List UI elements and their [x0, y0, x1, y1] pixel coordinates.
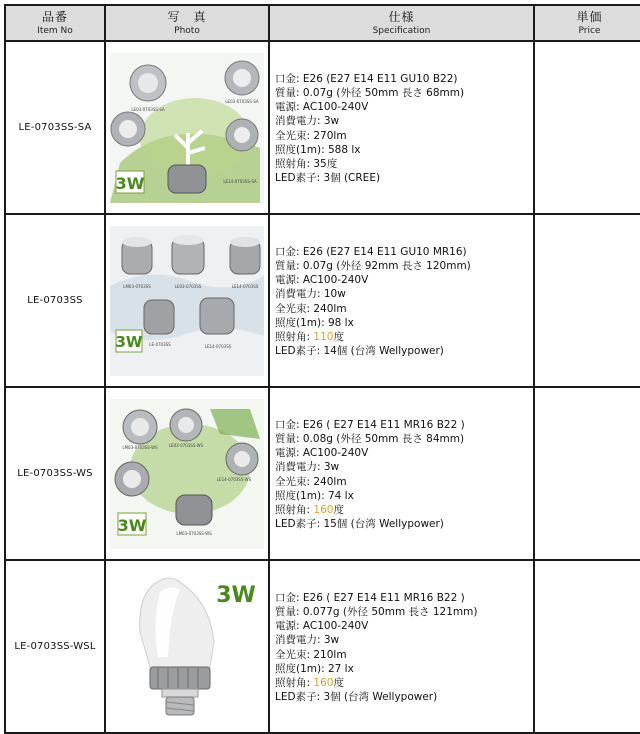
led-bulbs-image	[110, 53, 264, 203]
spec-line: 質量: 0.077g (外径 50mm 長さ 121mm)	[275, 605, 478, 618]
spec-line: 消費電力: 3w	[275, 461, 340, 474]
spec-line: LED素子: 3個 (CREE)	[275, 172, 381, 185]
photo-caption: LE-0703SS	[149, 341, 171, 347]
spec-line: 消費電力: 3w	[275, 115, 340, 128]
spec-line: 消費電力: 10w	[275, 288, 346, 301]
spec-line: 質量: 0.07g (外径 50mm 長さ 68mm)	[275, 86, 465, 99]
led-bulbs-image	[110, 226, 264, 376]
price-cell	[534, 41, 640, 214]
photo-caption: LE14-0703SS	[204, 343, 232, 349]
spec-line: 照度(1m): 588 lx	[275, 143, 361, 156]
photo-caption: LE03-0703SS-WS	[168, 442, 204, 448]
spec-line: 全光束: 240lm	[275, 302, 347, 315]
header-price	[534, 5, 640, 41]
table-row	[5, 214, 640, 387]
header-label: 品番	[41, 9, 68, 24]
spec-line: 消費電力: 3w	[275, 634, 340, 647]
spec-line: 照射角: 160度	[275, 503, 344, 516]
spec-line: 口金: E26 (E27 E14 E11 GU10 B22)	[275, 72, 458, 85]
spec-line: 照度(1m): 98 lx	[275, 316, 354, 329]
beam-angle-value: 160	[313, 503, 334, 516]
item-number: LE-0703SS-WSL	[5, 560, 105, 733]
header-sublabel: Price	[578, 25, 601, 36]
beam-angle-value: 160	[313, 676, 334, 689]
header-label: 写 真	[167, 9, 207, 24]
photo-caption: LM03-0703SS	[123, 283, 151, 289]
photo-caption: LM03-0703SS-WS	[176, 530, 212, 536]
table-row	[5, 41, 640, 214]
item-number: LE-0703SS-SA	[5, 41, 105, 214]
photo-caption: LE03-0703SS	[174, 283, 202, 289]
specification-cell	[269, 214, 534, 387]
product-photo	[105, 41, 269, 214]
led-bulbs-image	[110, 399, 264, 549]
header-label: 仕様	[388, 9, 415, 24]
spec-line: 口金: E26 ( E27 E14 E11 MR16 B22 )	[275, 591, 465, 604]
spec-line: 照度(1m): 27 lx	[275, 662, 354, 675]
spec-line: 質量: 0.08g (外径 50mm 長さ 84mm)	[275, 432, 465, 445]
photo-caption: LE14-0703SS	[231, 283, 259, 289]
header-label: 単価	[576, 9, 603, 24]
spec-line: 全光束: 210lm	[275, 648, 347, 661]
spec-line: 全光束: 240lm	[275, 475, 347, 488]
spec-line: 口金: E26 ( E27 E14 E11 MR16 B22 )	[275, 418, 465, 431]
price-cell	[534, 560, 640, 733]
specification-cell	[269, 560, 534, 733]
price-cell	[534, 387, 640, 560]
spec-line: LED素子: 15個 (台湾 Wellypower)	[275, 518, 444, 531]
beam-angle-value: 110	[313, 330, 334, 343]
header-specification	[269, 5, 534, 41]
specification-cell	[269, 41, 534, 214]
header-photo	[105, 5, 269, 41]
header-item-no	[5, 5, 105, 41]
spec-line: 照度(1m): 74 lx	[275, 489, 354, 502]
photo-caption: LM03-0703SS-WS	[122, 444, 158, 450]
photo-caption: LE03-0703SS-SA	[131, 106, 165, 112]
spec-line: 全光束: 270lm	[275, 129, 347, 142]
product-photo	[105, 387, 269, 560]
spec-line: 照射角: 160度	[275, 676, 344, 689]
spec-line: 質量: 0.07g (外径 92mm 長さ 120mm)	[275, 259, 471, 272]
product-table	[4, 4, 640, 734]
spec-line: 口金: E26 (E27 E14 E11 GU10 MR16)	[275, 245, 467, 258]
wattage-badge: 3W	[216, 582, 256, 608]
spec-line: 電源: AC100-240V	[275, 447, 369, 460]
candle-bulb-image	[110, 572, 264, 722]
photo-caption: LE03-0703SS-SA	[225, 98, 259, 104]
price-cell	[534, 214, 640, 387]
product-photo	[105, 560, 269, 733]
item-number: LE-0703SS	[5, 214, 105, 387]
spec-line: LED素子: 14個 (台湾 Wellypower)	[275, 345, 444, 358]
wattage-badge: 3W	[115, 332, 143, 351]
photo-caption: LE14-0703SS-SA	[223, 178, 257, 184]
spec-line: 電源: AC100-240V	[275, 620, 369, 633]
header-row	[5, 5, 640, 41]
header-sublabel: Specification	[372, 25, 431, 36]
header-sublabel: Photo	[174, 25, 200, 36]
spec-line: 照射角: 35度	[275, 157, 338, 170]
photo-caption: LE14-0703SS-WS	[216, 476, 252, 482]
wattage-badge: 3W	[115, 173, 145, 193]
wattage-badge: 3W	[117, 515, 147, 535]
spec-line: LED素子: 3個 (台湾 Wellypower)	[275, 691, 438, 704]
specification-cell	[269, 387, 534, 560]
item-number: LE-0703SS-WS	[5, 387, 105, 560]
spec-line: 電源: AC100-240V	[275, 101, 369, 114]
table-row	[5, 387, 640, 560]
table-row	[5, 560, 640, 733]
spec-line: 照射角: 110度	[275, 330, 344, 343]
header-sublabel: Item No	[37, 25, 73, 36]
product-photo	[105, 214, 269, 387]
spec-line: 電源: AC100-240V	[275, 274, 369, 287]
